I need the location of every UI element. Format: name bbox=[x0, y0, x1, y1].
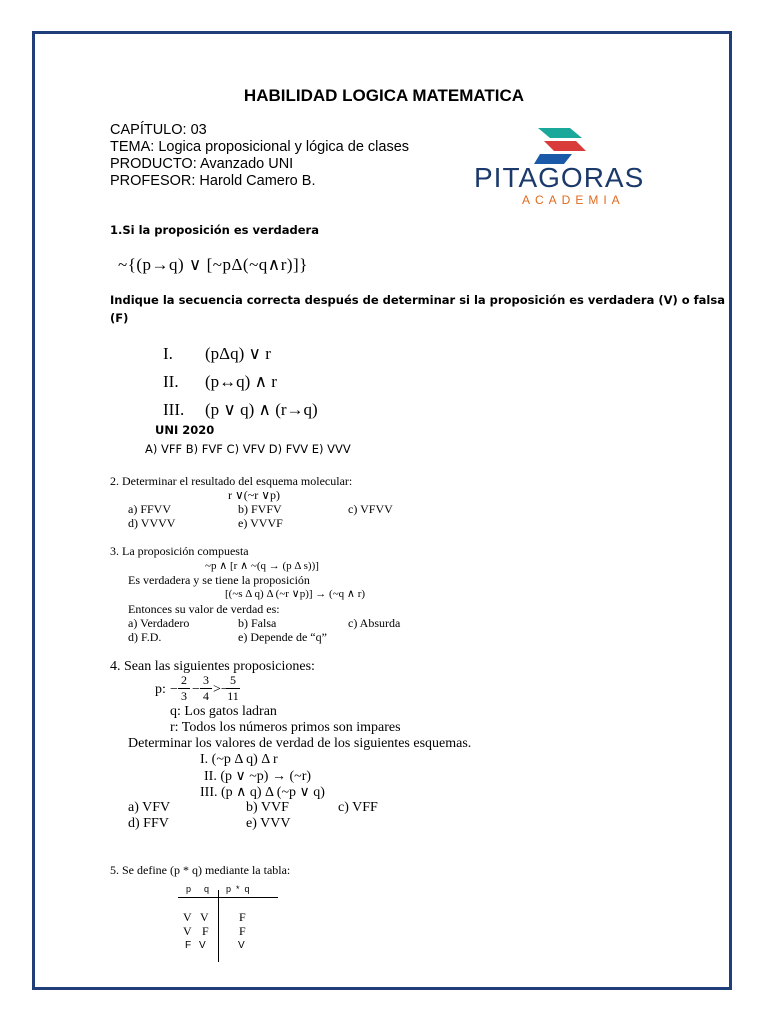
q5-heading: 5. Se define (p * q) mediante la tabla: bbox=[110, 863, 291, 877]
q5-r2-q: F bbox=[202, 924, 209, 938]
q1-item-expr-2: (p↔q) ∧ r bbox=[205, 372, 277, 391]
q4-frac-1-den: 3 bbox=[181, 689, 187, 703]
chapter-line: CAPÍTULO: 03 bbox=[110, 122, 207, 138]
q5-header-pq: p * q bbox=[226, 884, 250, 894]
q3-option-e: e) Depende de “q” bbox=[238, 630, 327, 644]
q5-column-rule bbox=[218, 890, 219, 962]
q3-heading: 3. La proposición compuesta bbox=[110, 544, 249, 558]
q4-scheme-3: III. (p ∧ q) Δ (~p ∨ q) bbox=[200, 785, 325, 800]
q5-header-p: p bbox=[186, 884, 192, 894]
q5-r3-q: V bbox=[199, 940, 206, 951]
q3-formula-1: ~p ∧ [r ∧ ~(q → (p Δ s))] bbox=[205, 560, 319, 572]
q4-frac-2-den: 4 bbox=[203, 689, 209, 703]
q4-frac-3-den: 11 bbox=[227, 689, 239, 703]
q1-item-num-3: III. bbox=[163, 400, 185, 419]
q4-frac-sign-2: − bbox=[192, 682, 200, 697]
q2-option-a: a) FFVV bbox=[128, 502, 172, 516]
q5-r3-res: V bbox=[238, 940, 245, 951]
q4-frac-2-num: 3 bbox=[203, 673, 209, 687]
q3-option-c: c) Absurda bbox=[348, 616, 401, 630]
q1-item-expr-1: (pΔq) ∨ r bbox=[205, 344, 271, 363]
q3-option-d: d) F.D. bbox=[128, 630, 162, 644]
q4-option-a: a) VFV bbox=[128, 800, 171, 815]
q3-option-b: b) Falsa bbox=[238, 616, 277, 630]
q4-instruction: Determinar los valores de verdad de los siguientes esquemas. bbox=[128, 736, 472, 751]
q4-heading: 4. Sean las siguientes proposiciones: bbox=[110, 659, 315, 674]
q3-option-a: a) Verdadero bbox=[128, 616, 190, 630]
q2-option-c: c) VFVV bbox=[348, 502, 393, 516]
q2-option-e: e) VVVF bbox=[238, 516, 283, 530]
q1-item-expr-3: (p ∨ q) ∧ (r→q) bbox=[205, 400, 318, 419]
q4-scheme-2: II. (p ∨ ~p) → (~r) bbox=[204, 769, 312, 784]
q1-instruction-1: Indique la secuencia correcta después de determinar si la proposición es verdadera (V) o falsa bbox=[110, 293, 725, 307]
q1-item-num-1: I. bbox=[163, 344, 173, 363]
q4-frac-2 bbox=[200, 674, 212, 703]
q5-r2-res: F bbox=[239, 924, 246, 938]
q3-line-2: Es verdadera y se tiene la proposición bbox=[128, 573, 310, 587]
q4-p-label: p: bbox=[155, 682, 166, 697]
q2-option-d: d) VVVV bbox=[128, 516, 176, 530]
q4-option-b: b) VVF bbox=[246, 800, 289, 815]
q5-r1-q: V bbox=[200, 910, 209, 924]
q5-r1-res: F bbox=[239, 910, 246, 924]
q2-formula: r ∨(~r ∨p) bbox=[228, 488, 281, 502]
q5-r1-p: V bbox=[183, 910, 192, 924]
q3-formula-2: [(~s Δ q) Δ (~r ∨p)] → (~q ∧ r) bbox=[225, 588, 366, 600]
q4-frac-1-num: 2 bbox=[181, 673, 187, 687]
q4-q-line: q: Los gatos ladran bbox=[170, 704, 277, 719]
document-title: HABILIDAD LOGICA MATEMATICA bbox=[243, 86, 525, 105]
q1-source: UNI 2020 bbox=[155, 423, 215, 437]
q4-r-line: r: Todos los números primos son impares bbox=[170, 720, 401, 735]
q1-options: A) VFF B) FVF C) VFV D) FVV E) VVV bbox=[145, 442, 351, 456]
q5-r3-p: F bbox=[185, 940, 192, 951]
q1-heading: 1.Si la proposición es verdadera bbox=[110, 223, 319, 237]
q4-option-e: e) VVV bbox=[246, 816, 291, 831]
logo-name: PITAGORAS bbox=[474, 162, 645, 193]
q5-header-q: q bbox=[204, 884, 210, 894]
q5-truth-table bbox=[178, 882, 278, 962]
q4-frac-sign-1: − bbox=[170, 682, 178, 697]
q4-option-d: d) FFV bbox=[128, 816, 169, 831]
q2-heading: 2. Determinar el resultado del esquema molecular: bbox=[110, 474, 353, 488]
logo-subtitle: ACADEMIA bbox=[522, 193, 625, 207]
q4-frac-1 bbox=[178, 674, 190, 703]
q5-r2-p: V bbox=[183, 924, 192, 938]
q4-frac-3-num: 5 bbox=[230, 673, 236, 687]
q4-frac-sign-3: >− bbox=[213, 682, 229, 697]
q1-instruction-2: (F) bbox=[110, 311, 129, 325]
q4-frac-3 bbox=[226, 674, 240, 703]
q2-option-b: b) FVFV bbox=[238, 502, 282, 516]
q4-option-c: c) VFF bbox=[338, 800, 378, 815]
q4-scheme-1: I. (~p Δ q) Δ r bbox=[200, 752, 278, 767]
q1-formula: ~{(p→q) ∨ [~pΔ(~q∧r)]} bbox=[118, 255, 308, 274]
q5-header-rule bbox=[178, 897, 278, 898]
q1-item-num-2: II. bbox=[163, 372, 179, 391]
product-line: PRODUCTO: Avanzado UNI bbox=[110, 156, 294, 172]
topic-line: TEMA: Logica proposicional y lógica de clases bbox=[110, 139, 410, 155]
q3-line-3: Entonces su valor de verdad es: bbox=[128, 602, 280, 616]
teacher-line: PROFESOR: Harold Camero B. bbox=[110, 173, 316, 189]
